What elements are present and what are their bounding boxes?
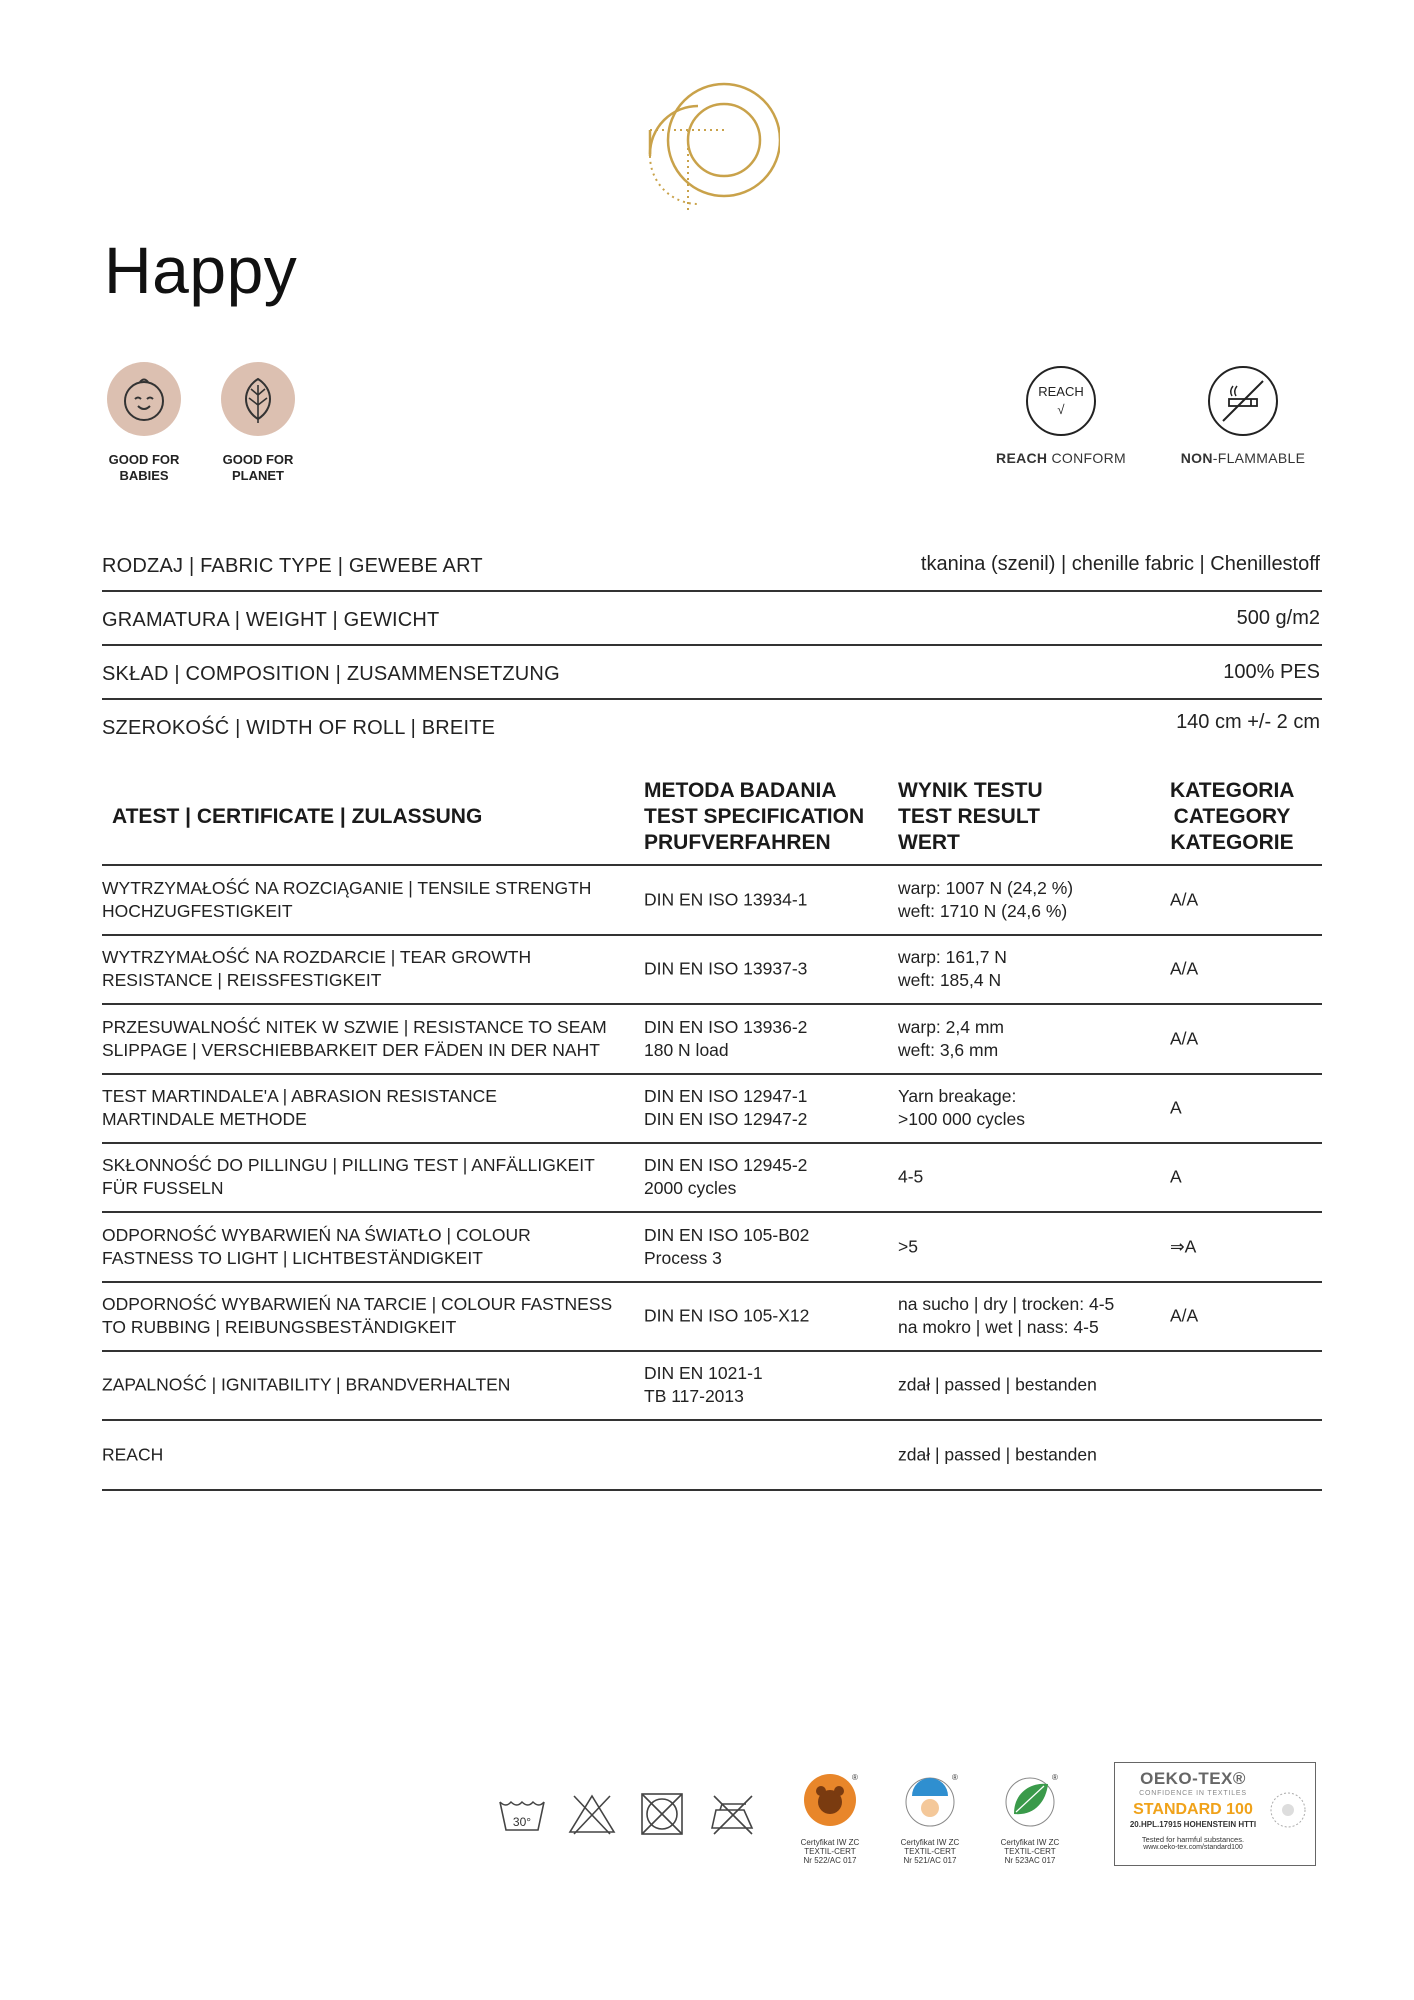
cell-line: zdał | passed | bestanden <box>898 1444 1097 1464</box>
check-mark: √ <box>1057 402 1065 417</box>
cell-test <box>102 946 642 992</box>
cell-category <box>1170 1097 1290 1120</box>
property-value: 100% PES <box>1223 661 1320 683</box>
cell-line: weft: 3,6 mm <box>898 1039 999 1060</box>
cell-line: SKŁONNOŚĆ DO PILLINGU | PILLING TEST | ANFÄLLIGKEIT <box>102 1155 595 1175</box>
cell-line: >5 <box>898 1236 918 1256</box>
cell-line: 4-5 <box>898 1166 924 1187</box>
cell-method <box>644 1154 884 1200</box>
property-row <box>102 591 1322 646</box>
cell-line: DIN EN ISO 13934-1 <box>644 889 808 910</box>
non-flammable-label: NON-FLAMMABLE <box>1180 450 1306 466</box>
cell-line: >100 000 cycles <box>898 1109 1025 1129</box>
cell-line: TB 117-2013 <box>644 1386 744 1406</box>
cell-method <box>644 1305 884 1328</box>
table-row <box>102 935 1322 1005</box>
cell-test <box>102 877 642 923</box>
table-row <box>102 1143 1322 1213</box>
teddy-certificate-icon <box>800 1770 860 1830</box>
cell-method <box>644 1224 884 1270</box>
property-row <box>102 645 1322 700</box>
cell-line: 2000 cycles <box>644 1178 737 1198</box>
property-key: GRAMATURA | WEIGHT | GEWICHT <box>102 609 440 631</box>
badge-label: GOOD FOR BABIES <box>108 452 180 483</box>
cell-result <box>898 1443 1138 1466</box>
oeko-tex-label <box>1114 1762 1316 1866</box>
cell-line: weft: 1710 N (24,6 %) <box>898 901 1068 921</box>
cell-line: zdał | passed | bestanden <box>898 1374 1097 1395</box>
cell-result <box>898 1016 1138 1062</box>
cell-category <box>1170 889 1290 912</box>
reach-label: REACH CONFORM <box>996 450 1126 466</box>
care-symbols <box>496 1792 758 1848</box>
reach-icon <box>1026 366 1096 436</box>
cell-result <box>898 1166 1138 1189</box>
cell-category <box>1170 958 1290 981</box>
cell-line: HOCHZUGFESTIGKEIT <box>102 901 293 921</box>
cell-line: weft: 185,4 N <box>898 970 1002 990</box>
cell-line: A/A <box>1170 1028 1199 1048</box>
cell-line: warp: 1007 N (24,2 %) <box>898 878 1074 898</box>
cell-category <box>1170 1166 1290 1189</box>
cell-line: A/A <box>1170 958 1199 979</box>
cell-line: DIN EN 1021-1 <box>644 1363 763 1383</box>
cell-line: ODPORNOŚĆ WYBARWIEŃ NA TARCIE | COLOUR FASTNESS <box>102 1294 613 1314</box>
cell-line: na mokro | wet | nass: 4-5 <box>898 1317 1099 1337</box>
cell-line: warp: 2,4 mm <box>898 1016 1004 1037</box>
cell-line: na sucho | dry | trocken: 4-5 <box>898 1294 1115 1314</box>
no-tumble-dry-icon <box>636 1792 688 1836</box>
header-category: KATEGORIA CATEGORY KATEGORIE <box>1170 779 1295 854</box>
cell-line: A/A <box>1170 1305 1199 1326</box>
cell-line: DIN EN ISO 13937-3 <box>644 958 808 979</box>
cell-method <box>644 889 884 912</box>
no-cigarette-icon <box>1208 366 1278 436</box>
no-bleach-icon <box>566 1792 618 1836</box>
reach-ring-text: REACH <box>1038 384 1084 399</box>
cell-test <box>102 1443 642 1466</box>
svg-text:®: ® <box>952 1773 958 1782</box>
leaf-certificate-icon <box>1000 1770 1060 1830</box>
property-row <box>102 699 1322 752</box>
oeko-flower-icon <box>1269 1791 1307 1829</box>
cell-line: PRZESUWALNOŚĆ NITEK W SZWIE | RESISTANCE TO SEAM <box>102 1016 607 1037</box>
cell-line: DIN EN ISO 105-B02 <box>644 1224 810 1245</box>
svg-text:30°: 30° <box>512 1815 532 1829</box>
svg-text:®: ® <box>1052 1773 1058 1782</box>
brand-logo <box>646 80 780 214</box>
cell-result <box>898 946 1138 992</box>
table-row <box>102 866 1322 936</box>
cell-result <box>898 1235 1138 1258</box>
property-value: tkanina (szenil) | chenille fabric | Chenillestoff <box>920 553 1320 575</box>
cell-category <box>1170 1235 1290 1258</box>
cell-line: DIN EN ISO 12945-2 <box>644 1155 808 1175</box>
property-row <box>102 537 1322 592</box>
property-value: 140 cm +/- 2 cm <box>1176 711 1320 733</box>
good-for-babies-badge <box>84 362 204 484</box>
cell-line: FASTNESS TO LIGHT | LICHTBESTÄNDIGKEIT <box>102 1247 483 1268</box>
table-header <box>102 772 1322 866</box>
oeko-note: Tested for harmful substances. <box>1141 1835 1245 1844</box>
table-row <box>102 1351 1322 1421</box>
table-row <box>102 1212 1322 1283</box>
property-key: SKŁAD | COMPOSITION | ZUSAMMENSETZUNG <box>102 663 560 685</box>
cell-line: TEST MARTINDALE'A | ABRASION RESISTANCE <box>102 1086 497 1106</box>
cell-line: WYTRZYMAŁOŚĆ NA ROZCIĄGANIE | TENSILE STRENGTH <box>102 878 592 898</box>
table-row <box>102 1282 1322 1352</box>
cell-line: TO RUBBING | REIBUNGSBESTÄNDIGKEIT <box>102 1317 457 1337</box>
oeko-url: www.oeko-tex.com/standard100 <box>1143 1844 1243 1851</box>
cell-line: Yarn breakage: <box>898 1086 1017 1106</box>
cell-category <box>1170 1027 1290 1050</box>
header-result: WYNIK TESTU TEST RESULT WERT <box>898 779 1043 854</box>
property-key: RODZAJ | FABRIC TYPE | GEWEBE ART <box>102 555 483 577</box>
cell-line: DIN EN ISO 13936-2 <box>644 1016 808 1037</box>
header-method: METODA BADANIA TEST SPECIFICATION PRUFVERFAHREN <box>644 779 865 854</box>
cell-method <box>644 1016 884 1062</box>
cell-line: A <box>1170 1166 1182 1187</box>
cell-test <box>102 1374 642 1397</box>
cell-test <box>102 1154 642 1200</box>
table-row <box>102 1420 1322 1491</box>
cell-line: DIN EN ISO 105-X12 <box>644 1305 810 1326</box>
non-flammable-badge <box>1168 366 1318 466</box>
page-title: Happy <box>104 233 298 307</box>
baby-face-icon <box>107 362 181 436</box>
cell-line: MARTINDALE METHODE <box>102 1109 307 1129</box>
certificate-leaf: ® Certyfikat IW ZC TEXTIL-CERT Nr 523AC 017 <box>990 1770 1070 1865</box>
cell-line: Process 3 <box>644 1247 722 1268</box>
cell-line: ZAPALNOŚĆ | IGNITABILITY | BRANDVERHALTEN <box>102 1374 511 1395</box>
wash-30-icon <box>496 1792 548 1836</box>
oeko-standard: STANDARD 100 <box>1133 1801 1253 1818</box>
cell-line: RESISTANCE | REISSFESTIGKEIT <box>102 970 382 990</box>
cell-result <box>898 1293 1138 1339</box>
cell-test <box>102 1016 642 1062</box>
cell-line: WYTRZYMAŁOŚĆ NA ROZDARCIE | TEAR GROWTH <box>102 947 532 967</box>
cell-line: DIN EN ISO 12947-1 <box>644 1086 808 1106</box>
cell-line: SLIPPAGE | VERSCHIEBBARKEIT DER FÄDEN IN DER NAHT <box>102 1039 600 1060</box>
cell-result <box>898 1374 1138 1397</box>
cell-method <box>644 958 884 981</box>
cell-line: A <box>1170 1097 1182 1118</box>
good-for-planet-badge <box>198 362 318 484</box>
cell-line: REACH <box>102 1444 164 1464</box>
umbrella-certificate-icon <box>900 1770 960 1830</box>
certificate-umbrella: ® Certyfikat IW ZC TEXTIL-CERT Nr 521/AC 017 <box>890 1770 970 1865</box>
cell-method <box>644 1362 884 1408</box>
cell-test <box>102 1224 642 1270</box>
cell-line: 180 N load <box>644 1039 729 1060</box>
cell-line: A/A <box>1170 889 1199 910</box>
cell-line: DIN EN ISO 12947-2 <box>644 1109 808 1129</box>
property-value: 500 g/m2 <box>1236 607 1320 629</box>
cell-line: ⇒A <box>1170 1236 1197 1256</box>
table-row <box>102 1074 1322 1144</box>
certificate-teddy: ® Certyfikat IW ZC TEXTIL-CERT Nr 522/AC 017 <box>790 1770 870 1865</box>
cell-test <box>102 1293 642 1339</box>
cell-category <box>1170 1305 1290 1328</box>
header-certificate: ATEST | CERTIFICATE | ZULASSUNG <box>112 805 483 828</box>
svg-text:®: ® <box>852 1773 858 1782</box>
no-iron-icon <box>706 1792 758 1836</box>
cell-test <box>102 1085 642 1131</box>
cell-method <box>644 1085 884 1131</box>
oeko-code: 20.HPL.17915 HOHENSTEIN HTTI <box>1129 1820 1257 1829</box>
property-key: SZEROKOŚĆ | WIDTH OF ROLL | BREITE <box>102 717 496 739</box>
oeko-tagline: CONFIDENCE IN TEXTILES <box>1139 1790 1247 1797</box>
leaf-icon <box>221 362 295 436</box>
cell-line: ODPORNOŚĆ WYBARWIEŃ NA ŚWIATŁO | COLOUR <box>102 1224 531 1245</box>
cell-result <box>898 877 1138 923</box>
badge-label: GOOD FOR PLANET <box>222 452 294 483</box>
cell-result <box>898 1085 1138 1131</box>
table-row <box>102 1004 1322 1075</box>
reach-conform-badge <box>976 366 1146 466</box>
cell-line: warp: 161,7 N <box>898 947 1007 967</box>
oeko-brand: OEKO-TEX® <box>1140 1769 1246 1788</box>
cell-line: FÜR FUSSELN <box>102 1178 224 1198</box>
